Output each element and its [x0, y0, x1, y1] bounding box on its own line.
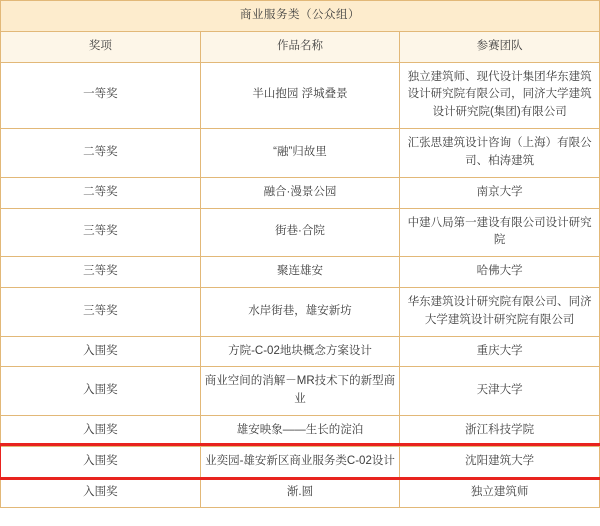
table-row: [1, 177, 600, 208]
cell-prize: 二等奖: [1, 177, 201, 208]
cell-work: 渐.圆: [200, 477, 400, 508]
cell-team: 天津大学: [400, 367, 600, 416]
column-header-work: 作品名称: [200, 31, 400, 62]
cell-team: 华东建筑设计研究院有限公司、同济大学建筑设计研究院有限公司: [400, 287, 600, 336]
cell-team: 汇张思建筑设计咨询（上海）有限公司、柏涛建筑: [400, 129, 600, 178]
table-title-row: [1, 1, 600, 32]
table-row: [1, 129, 600, 178]
cell-team: 重庆大学: [400, 336, 600, 367]
cell-team: 中建八局第一建设有限公司设计研究院: [400, 208, 600, 257]
cell-work: 水岸街巷，雄安新坊: [200, 287, 400, 336]
table-row: [1, 477, 600, 508]
cell-prize: 三等奖: [1, 208, 201, 257]
table-title: 商业服务类（公众组）: [1, 1, 600, 32]
table-row: [1, 62, 600, 128]
table-row: [1, 416, 600, 447]
cell-team: 南京大学: [400, 177, 600, 208]
table-row: [1, 336, 600, 367]
column-header-prize: 奖项: [1, 31, 201, 62]
table-row: [1, 287, 600, 336]
cell-work: 聚连雄安: [200, 257, 400, 288]
cell-team: 独立建筑师: [400, 477, 600, 508]
column-header-team: 参赛团队: [400, 31, 600, 62]
table-row: [1, 208, 600, 257]
cell-team: 浙江科技学院: [400, 416, 600, 447]
cell-prize: 入围奖: [1, 446, 201, 477]
cell-prize: 入围奖: [1, 367, 201, 416]
cell-work: 半山抱园 浮城叠景: [200, 62, 400, 128]
table-row: [1, 367, 600, 416]
table-body: [1, 1, 600, 508]
table-row: [1, 257, 600, 288]
table-header-row: [1, 31, 600, 62]
cell-work: 方院-C-02地块概念方案设计: [200, 336, 400, 367]
cell-work: 商业空间的消解－MR技术下的新型商业: [200, 367, 400, 416]
cell-team: 独立建筑师、现代设计集团华东建筑设计研究院有限公司，同济大学建筑设计研究院(集团)有限公司: [400, 62, 600, 128]
cell-prize: 入围奖: [1, 477, 201, 508]
cell-team: 沈阳建筑大学: [400, 446, 600, 477]
cell-work: 街巷·合院: [200, 208, 400, 257]
cell-work: “融”归故里: [200, 129, 400, 178]
cell-prize: 入围奖: [1, 416, 201, 447]
cell-work: 雄安映象——生长的淀泊: [200, 416, 400, 447]
cell-prize: 一等奖: [1, 62, 201, 128]
table-row-highlighted: [1, 446, 600, 477]
cell-prize: 二等奖: [1, 129, 201, 178]
cell-prize: 入围奖: [1, 336, 201, 367]
cell-work: 业奕园-雄安新区商业服务类C-02设计: [200, 446, 400, 477]
cell-work: 融合·漫景公园: [200, 177, 400, 208]
cell-team: 哈佛大学: [400, 257, 600, 288]
cell-prize: 三等奖: [1, 287, 201, 336]
cell-prize: 三等奖: [1, 257, 201, 288]
